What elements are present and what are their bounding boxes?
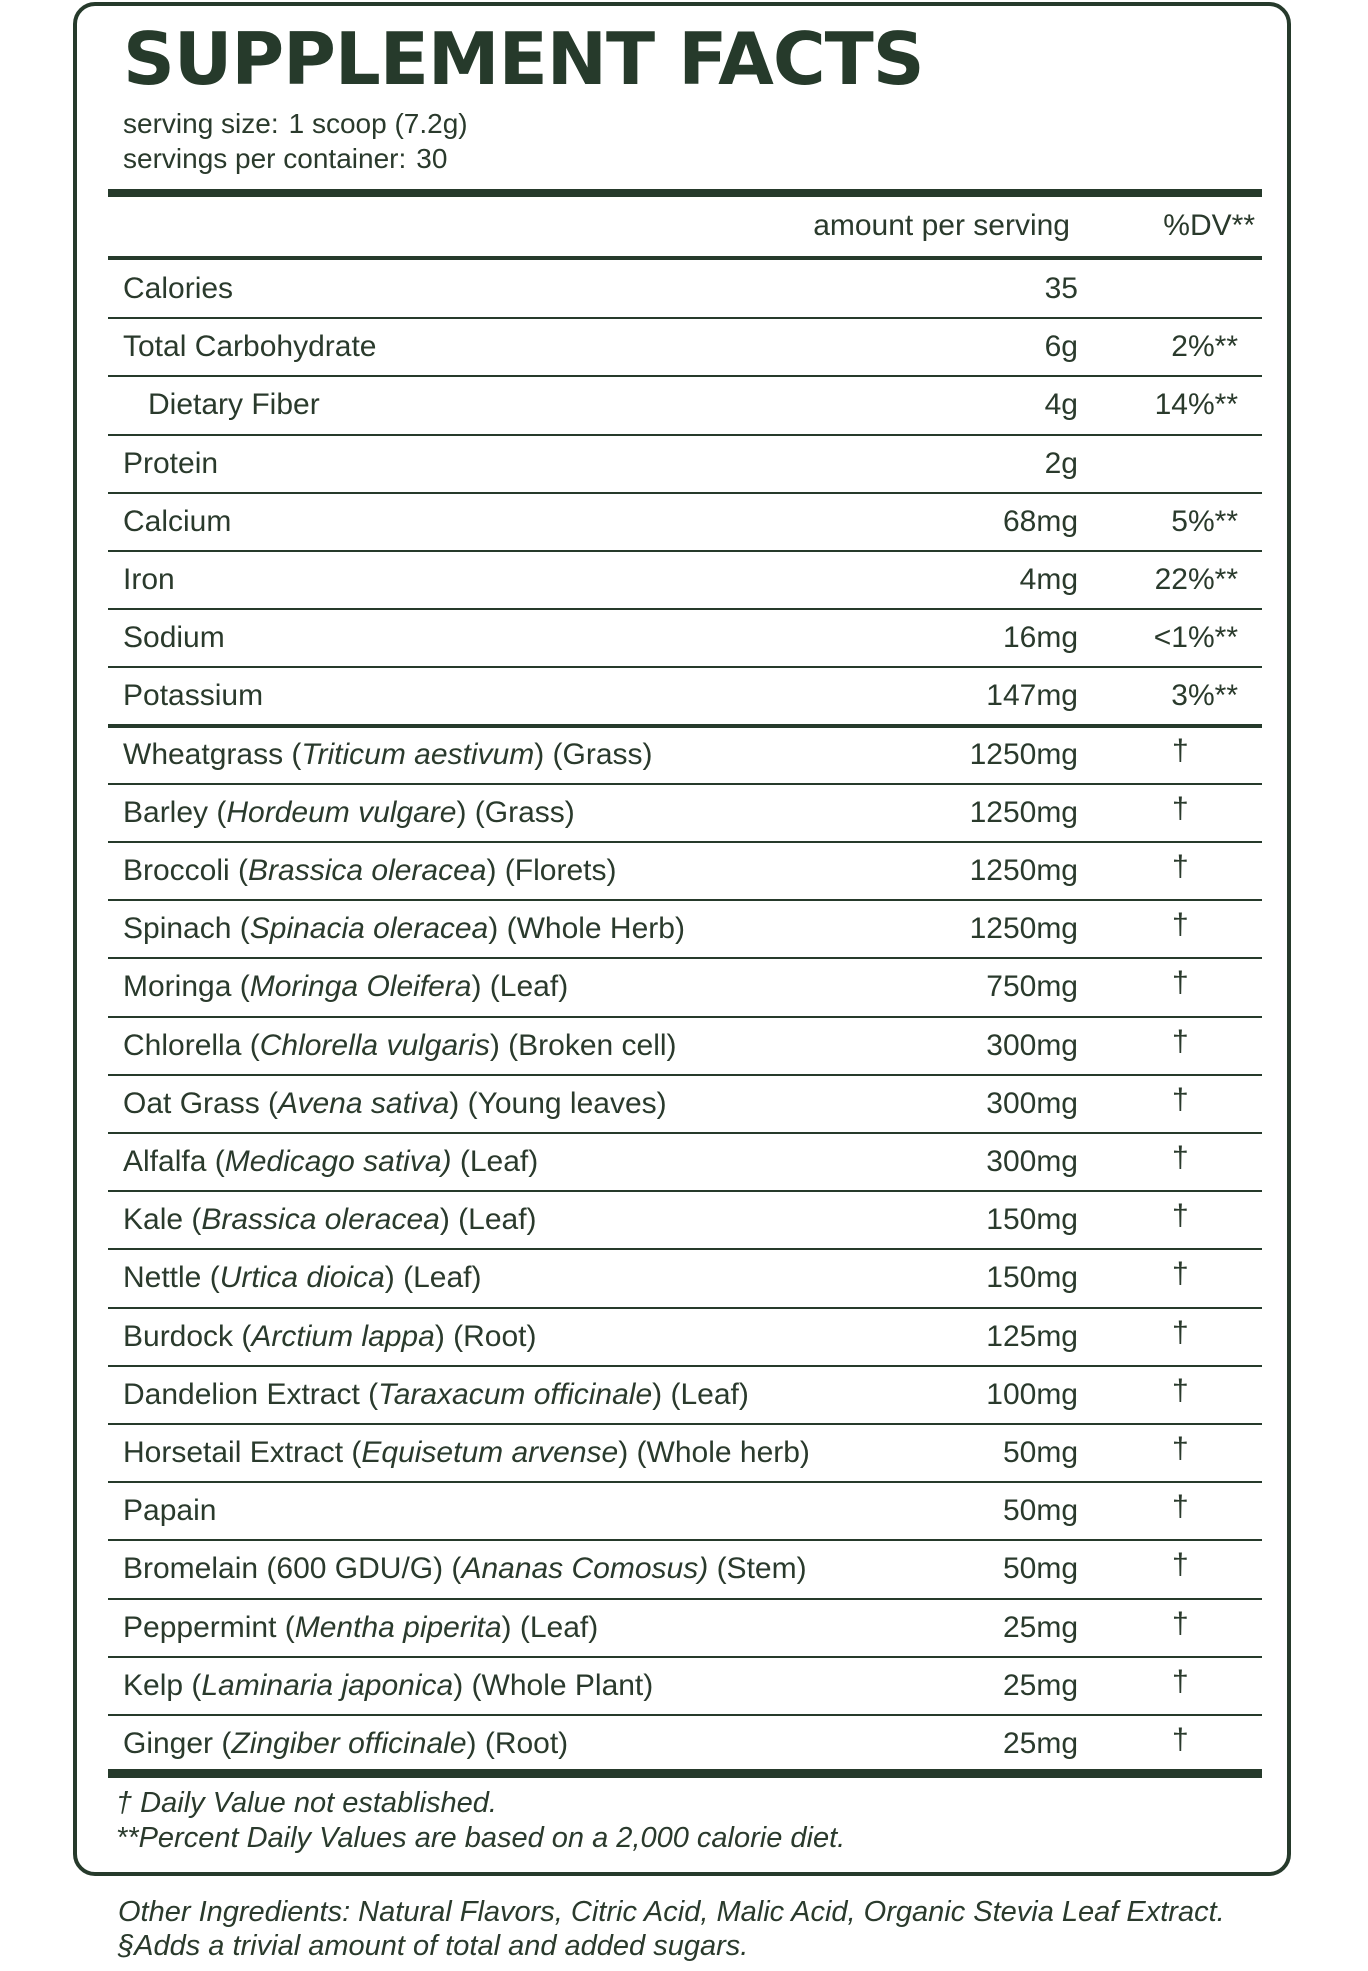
page-title: SUPPLEMENT FACTS (123, 17, 924, 101)
dagger-mark: † (1172, 1373, 1189, 1407)
ingredient-part: ) (Whole herb) (618, 1436, 810, 1469)
other-ingredients: Other Ingredients: Natural Flavors, Citric Acid, Malic Acid, Organic Stevia Leaf Extract. (118, 1896, 1225, 1928)
dagger-mark: † (1172, 1606, 1189, 1640)
nutrient-name: Sodium (123, 621, 225, 655)
nutrient-name: Calories (123, 272, 234, 305)
ingredient-latin-name: Brassica oleracea (201, 1203, 440, 1237)
dagger-mark: † (1172, 850, 1189, 883)
row-divider (108, 1656, 1262, 1658)
nutrient-daily-value: 5%** (1171, 504, 1238, 538)
ingredient-amount: 25mg (1002, 1610, 1078, 1644)
nutrient-daily-value: 14%** (1154, 388, 1238, 422)
ingredient-name (123, 1205, 537, 1235)
ingredient-name (123, 1147, 538, 1177)
divider-bottom (108, 1769, 1262, 1778)
nutrient-name: Total Carbohydrate (123, 330, 377, 364)
ingredient-common-name: Oat Grass ( (123, 1086, 279, 1120)
ingredient-amount: 25mg (1002, 1668, 1078, 1702)
dagger-mark: † (1172, 966, 1189, 1000)
row-divider (108, 1132, 1262, 1134)
row-divider (108, 1190, 1262, 1192)
ingredient-amount: 1250mg (969, 912, 1078, 946)
ingredient-common-name: Burdock ( (123, 1319, 252, 1353)
ingredient-latin-name: Equisetum arvense (361, 1436, 619, 1469)
ingredient-name (123, 1496, 216, 1526)
ingredient-part: ) (Grass) (456, 795, 575, 829)
ingredient-common-name: Kale ( (123, 1203, 202, 1237)
ingredient-part: ) (Leaf) (652, 1377, 749, 1411)
ingredient-latin-name: Zingiber officinale (231, 1727, 467, 1760)
ingredient-name (123, 1438, 810, 1468)
serving-size-value: 1 scoop (7.2g) (288, 108, 468, 139)
ingredient-common-name: Dandelion Extract ( (123, 1377, 379, 1411)
nutrient-amount: 6g (1044, 330, 1078, 364)
dagger-mark: † (1172, 1548, 1189, 1582)
ingredient-name (123, 1028, 677, 1062)
ingredient-common-name: Chlorella ( (123, 1028, 260, 1062)
nutrient-name: Protein (123, 446, 219, 480)
nutrient-amount: 4mg (1019, 563, 1078, 596)
ingredient-latin-name: Brassica oleracea (248, 854, 487, 887)
ingredient-latin-name: Mentha piperita (294, 1610, 502, 1644)
ingredient-part: ) (Root) (434, 1319, 537, 1353)
dagger-mark: † (1172, 1664, 1189, 1698)
ingredient-amount: 150mg (986, 1261, 1078, 1295)
row-divider (108, 608, 1262, 610)
ingredient-amount: 300mg (986, 1028, 1078, 1062)
ingredient-common-name: Peppermint ( (123, 1610, 295, 1644)
ingredient-latin-name: Avena sativa (278, 1086, 450, 1120)
ingredient-part: ) (Leaf) (384, 1261, 482, 1295)
ingredient-latin-name: Triticum aestivum (301, 737, 535, 771)
ingredient-part: (Leaf) (451, 1145, 539, 1178)
ingredient-amount: 1250mg (969, 854, 1078, 887)
ingredient-name (123, 1319, 537, 1353)
ingredient-common-name: Ginger ( (123, 1727, 232, 1760)
row-divider (108, 492, 1262, 494)
row-divider (108, 899, 1262, 901)
dagger-mark: † (1172, 1024, 1189, 1058)
dagger-mark: † (1172, 1257, 1189, 1291)
divider-header (108, 256, 1262, 260)
serving-size (123, 110, 468, 138)
ingredient-latin-name: Ananas Comosus) (461, 1552, 709, 1586)
row-divider (108, 841, 1262, 843)
row-divider (108, 375, 1262, 377)
ingredient-part: ) (Grass) (534, 737, 653, 771)
dagger-mark: † (1172, 1141, 1189, 1174)
ingredient-common-name: Nettle ( (123, 1261, 220, 1295)
ingredient-part: (Stem) (708, 1552, 807, 1586)
footnote-dagger: † Daily Value not established. (116, 1787, 497, 1819)
ingredient-name (123, 1729, 568, 1759)
nutrient-amount: 4g (1044, 388, 1078, 422)
ingredient-part: ) (Young leaves) (449, 1086, 667, 1120)
nutrient-amount: 35 (1044, 272, 1078, 305)
row-divider (108, 1481, 1262, 1483)
nutrient-amount: 68mg (1002, 504, 1078, 538)
ingredient-name (123, 1086, 667, 1120)
ingredient-latin-name: Chlorella vulgaris (259, 1028, 490, 1062)
row-divider (108, 1714, 1262, 1716)
dagger-mark: † (1172, 1723, 1189, 1756)
dagger-mark: † (1172, 1490, 1189, 1524)
row-divider (108, 1539, 1262, 1541)
dagger-mark: † (1172, 1315, 1189, 1349)
row-divider (108, 666, 1262, 668)
ingredient-common-name: Wheatgrass ( (123, 737, 302, 771)
ingredient-amount: 50mg (1002, 1552, 1078, 1586)
amount-per-serving-header: amount per serving (813, 209, 1070, 242)
footnote-percent-dv: **Percent Daily Values are based on a 2,000 calorie diet. (116, 1822, 846, 1854)
nutrient-amount: 2g (1044, 446, 1078, 480)
row-divider (108, 1307, 1262, 1309)
ingredient-latin-name: Arctium lappa (251, 1319, 435, 1353)
ingredient-name (123, 737, 653, 771)
ingredient-part: ) (Whole Herb) (488, 912, 685, 946)
ingredient-common-name: Barley ( (123, 795, 227, 829)
ingredient-name (123, 795, 575, 829)
ingredient-amount: 25mg (1002, 1727, 1078, 1760)
ingredient-part: ) (Broken cell) (489, 1028, 677, 1062)
ingredient-name (123, 856, 616, 886)
ingredient-name (123, 1668, 654, 1702)
nutrient-name: Potassium (123, 679, 264, 713)
ingredient-latin-name: Moringa Oleifera (249, 970, 472, 1004)
ingredient-part: ) (Florets) (486, 854, 617, 887)
ingredient-name (123, 1377, 749, 1411)
dagger-mark: † (1172, 791, 1189, 825)
row-divider (108, 550, 1262, 552)
serving-size-label: serving size: (123, 108, 279, 139)
ingredient-amount: 50mg (1002, 1494, 1078, 1528)
ingredient-latin-name: Urtica dioica (219, 1261, 385, 1295)
servings-per-container (123, 145, 447, 173)
ingredient-name (123, 1610, 599, 1644)
ingredient-name (123, 1554, 807, 1584)
row-divider (108, 1248, 1262, 1250)
ingredient-common-name: Kelp ( (123, 1668, 202, 1702)
ingredient-amount: 50mg (1002, 1436, 1078, 1469)
nutrient-daily-value: 2%** (1171, 330, 1238, 364)
nutrient-daily-value: 3%** (1171, 679, 1238, 713)
divider-thick (108, 189, 1262, 197)
dagger-mark: † (1172, 908, 1189, 942)
ingredient-amount: 150mg (986, 1203, 1078, 1237)
ingredient-amount: 300mg (986, 1086, 1078, 1120)
ingredient-common-name: Spinach ( (123, 912, 250, 946)
nutrient-name: Dietary Fiber (148, 388, 320, 422)
ingredient-part: ) (Leaf) (471, 970, 569, 1004)
row-divider (108, 1423, 1262, 1425)
nutrient-daily-value: 22%** (1154, 563, 1238, 596)
ingredient-latin-name: Hordeum vulgare (226, 795, 457, 829)
divider-section (108, 724, 1262, 728)
nutrient-daily-value: <1%** (1153, 621, 1238, 655)
ingredient-latin-name: Taraxacum officinale (378, 1377, 653, 1411)
row-divider (108, 957, 1262, 959)
servings-per-container-label: servings per container: (123, 143, 407, 174)
sugar-note: §Adds a trivial amount of total and added sugars. (118, 1930, 749, 1962)
ingredient-common-name: Broccoli ( (123, 854, 249, 887)
nutrient-amount: 16mg (1002, 621, 1078, 655)
ingredient-part: ) (Root) (466, 1727, 569, 1760)
row-divider (108, 783, 1262, 785)
ingredient-part: ) (Leaf) (439, 1203, 537, 1237)
dagger-mark: † (1172, 1082, 1189, 1116)
ingredient-amount: 100mg (986, 1377, 1078, 1411)
ingredient-latin-name: Laminaria japonica (201, 1668, 454, 1702)
ingredient-part: ) (Leaf) (501, 1610, 599, 1644)
row-divider (108, 317, 1262, 319)
ingredient-part: ) (Whole Plant) (453, 1668, 654, 1702)
row-divider (108, 1016, 1262, 1018)
ingredient-amount: 1250mg (969, 737, 1078, 771)
ingredient-latin-name: Spinacia oleracea (249, 912, 489, 946)
ingredient-name (123, 972, 568, 1002)
ingredient-latin-name: Medicago sativa) (224, 1145, 452, 1178)
dagger-mark: † (1172, 1199, 1189, 1233)
ingredient-common-name: Bromelain (600 GDU/G) ( (123, 1552, 462, 1586)
dagger-mark: † (1172, 733, 1189, 767)
nutrient-amount: 147mg (986, 679, 1078, 713)
ingredient-common-name: Moringa ( (123, 970, 250, 1004)
ingredient-common-name: Alfalfa ( (123, 1145, 225, 1178)
dagger-mark: † (1172, 1432, 1189, 1465)
ingredient-amount: 300mg (986, 1145, 1078, 1178)
row-divider (108, 434, 1262, 436)
row-divider (108, 1074, 1262, 1076)
ingredient-common-name: Horsetail Extract ( (123, 1436, 362, 1469)
ingredient-common-name: Papain (123, 1494, 217, 1528)
row-divider (108, 1598, 1262, 1600)
row-divider (108, 1365, 1262, 1367)
servings-per-container-value: 30 (416, 143, 448, 174)
ingredient-amount: 1250mg (969, 795, 1078, 829)
ingredient-amount: 125mg (986, 1319, 1078, 1353)
ingredient-name (123, 1263, 481, 1293)
ingredient-name (123, 914, 685, 944)
ingredient-amount: 750mg (986, 970, 1078, 1004)
nutrient-name: Calcium (123, 504, 232, 538)
daily-value-header: %DV** (1163, 209, 1255, 242)
nutrient-name: Iron (123, 563, 175, 596)
